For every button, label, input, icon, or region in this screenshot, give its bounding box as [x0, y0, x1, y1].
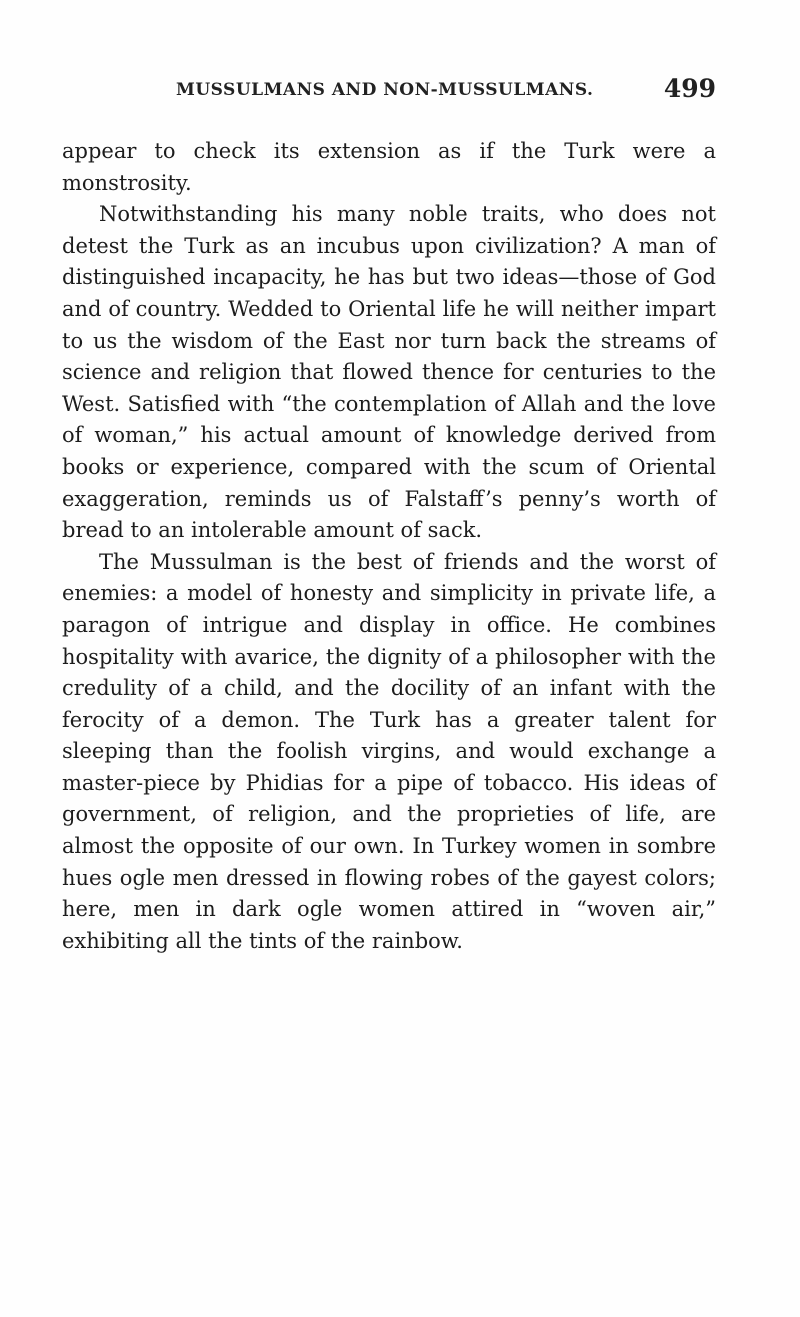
- paragraph: Notwithstanding his many noble traits, who does not detest the Turk as an incubus upon civilization? A man of distinguished incapacity, he has but two ideas—those of God and of country. Wedded to Oriental life he will neither impart to us the wisdom of the East nor turn back the streams of science and religion that flowed thence for centuries to the West. Satisfied with “the contemplation of Allah and the love of woman,” his actual amount of knowledge derived from books or experience, compared with the scum of Oriental exaggeration, reminds us of Falstaff’s penny’s worth of bread to an intolerable amount of sack.: [62, 202, 716, 543]
- paragraph-continuation: appear to check its extension as if the Turk were a monstrosity.: [62, 139, 716, 195]
- paragraph: The Mussulman is the best of friends and the worst of enemies: a model of honesty and simplicity in private life, a paragon of intrigue and display in office. He combines hospitality with avarice, the dignity of a philosopher with the credulity of a child, and the docility of an infant with the ferocity of a demon. The Turk has a greater talent for sleeping than the foolish virgins, and would exchange a master-piece by Phidias for a pipe of tobacco. His ideas of government, of religion, and the proprieties of life, are almost the opposite of our own. In Turkey women in sombre hues ogle men dressed in flowing robes of the gayest colors; here, men in dark ogle women attired in “woven air,” exhibiting all the tints of the rainbow.: [62, 549, 716, 953]
- page-number: 499: [663, 74, 716, 103]
- page-header: [62, 74, 716, 114]
- body-text: [62, 136, 716, 957]
- running-title: MUSSULMANS AND NON-MUSSULMANS.: [176, 80, 594, 100]
